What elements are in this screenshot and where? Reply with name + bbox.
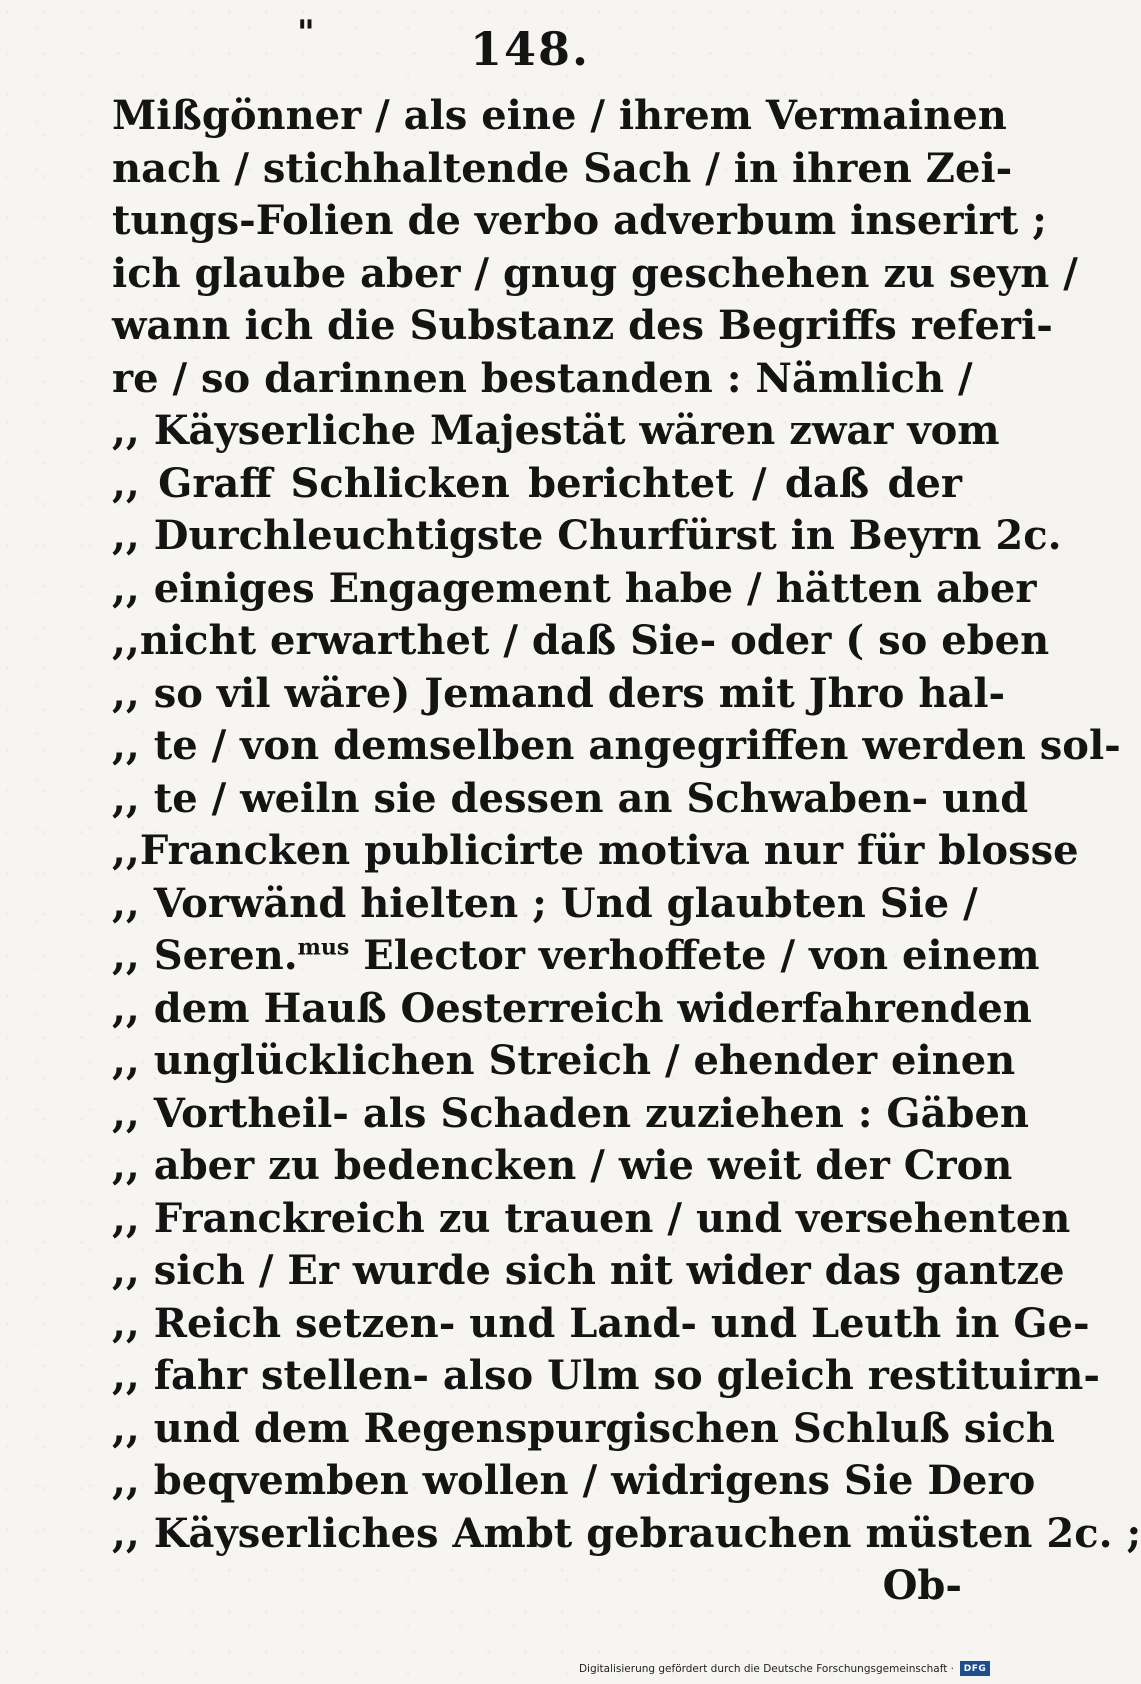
body-text [112, 90, 1141, 1613]
text-line: ,, fahr stellen- also Ulm so gleich restituirn- [112, 1352, 1100, 1399]
text-line: ,, Vortheil- als Schaden zuziehen : Gäben [112, 1089, 1030, 1137]
text-line: Mißgönner / als eine / ihrem Vermainen [112, 92, 1007, 139]
text-line: wann ich die Substanz des Begriffs referi- [112, 302, 1053, 349]
page-number: 148. [470, 22, 591, 76]
text-line: ,, Vorwänd hielten ; Und glaubten Sie / [112, 879, 978, 927]
text-line: ,, beqvemben wollen / widrigens Sie Dero [112, 1457, 1036, 1504]
superscript-abbreviation: mus [297, 934, 350, 961]
text-line: re / so darinnen bestanden : Nämlich / [112, 354, 973, 402]
text-line: ,, sich / Er wurde sich nit wider das gantze [112, 1247, 1065, 1294]
text-line: ,, Reich setzen- und Land- und Leuth in Ge- [112, 1299, 1090, 1347]
stray-quote-mark: " [297, 13, 315, 53]
text-line: ,, unglücklichen Streich / ehender einen [112, 1037, 1016, 1084]
text-line: ,, und dem Regenspurgischen Schluß sich [112, 1404, 1055, 1452]
line-rest: Elector verhoffete / von einem [349, 932, 1040, 979]
text-line: tungs-Folien de verbo adverbum inserirt ; [112, 197, 1047, 244]
text-line-with-superscript [112, 930, 1040, 983]
text-line: ,, aber zu bedencken / wie weit der Cron [112, 1142, 1013, 1189]
text-line: ,,Francken publicirte motiva nur für blosse [112, 827, 1079, 874]
text-line: ,, Durchleuchtigste Churfürst in Beyrn 2c. [112, 512, 1062, 559]
text-line: ,, te / weiln sie dessen an Schwaben- und [112, 774, 1029, 822]
text-line: ,, Käyserliche Majestät wären zwar vom [112, 407, 1000, 454]
dfg-logo: DFG [960, 1661, 990, 1676]
text-line: ,, Franckreich zu trauen / und versehenten [112, 1194, 1071, 1242]
line-prefix: ,, Seren. [112, 932, 298, 979]
catchword: Ob- [882, 1562, 962, 1609]
text-line: ,,nicht erwarthet / daß Sie- oder ( so eben [112, 617, 1050, 664]
text-line: nach / stichhaltende Sach / in ihren Zei- [112, 144, 1013, 192]
footer-credit: Digitalisierung gefördert durch die Deutsche Forschungsgemeinschaft · [578, 1662, 954, 1675]
text-line: ,, Graff Schlicken berichtet / daß der [112, 459, 962, 507]
text-line: ,, te / von demselben angegriffen werden sol- [112, 722, 1121, 769]
text-line: ,, so vil wäre) Jemand ders mit Jhro hal- [112, 669, 1006, 717]
text-line: ,, einiges Engagement habe / hätten aber [112, 564, 1037, 612]
digitization-footer [579, 1661, 990, 1676]
text-line: ich glaube aber / gnug geschehen zu seyn / [112, 249, 1078, 297]
text-line: ,, Käyserliches Ambt gebrauchen müsten 2c. ; [112, 1509, 1141, 1557]
text-line: ,, dem Hauß Oesterreich widerfahrenden [112, 984, 1032, 1032]
